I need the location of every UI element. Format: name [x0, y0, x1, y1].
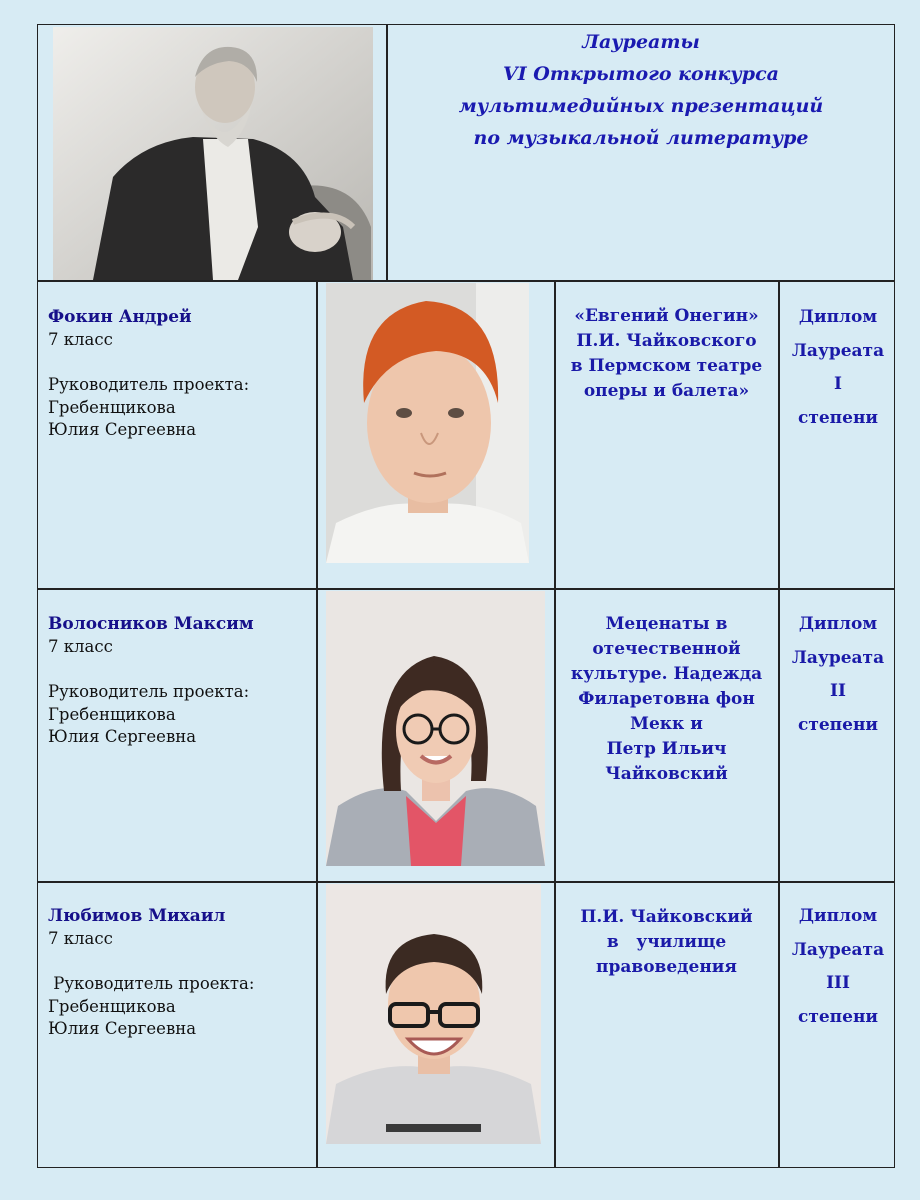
- student-photo: [326, 884, 541, 1144]
- page-title: [388, 26, 894, 154]
- project-line: Меценаты в: [605, 614, 728, 634]
- project-line: в училище: [606, 932, 727, 952]
- award-line: Лауреата: [791, 939, 885, 960]
- title-line: VI Открытого конкурса: [503, 63, 779, 85]
- title-line: по музыкальной литературе: [473, 127, 809, 149]
- award-line: Лауреата: [791, 340, 885, 361]
- title-line: мультимедийных презентаций: [458, 95, 824, 117]
- divider: [316, 280, 318, 1168]
- divider: [37, 588, 895, 590]
- award-line: Лауреата: [791, 647, 885, 668]
- supervisor-label: Руководитель проекта:: [48, 682, 250, 701]
- award-line: Диплом: [798, 307, 878, 327]
- student-info: [48, 306, 313, 442]
- supervisor-given-name: Юлия Сергеевна: [48, 420, 197, 439]
- student-grade: 7 класс: [48, 329, 113, 349]
- project-line: оперы и балета»: [583, 381, 750, 401]
- supervisor-given-name: Юлия Сергеевна: [48, 1019, 197, 1038]
- award-line: степени: [797, 1006, 878, 1027]
- project-line: Петр Ильич: [606, 739, 727, 759]
- supervisor-label: Руководитель проекта:: [48, 375, 250, 394]
- divider: [37, 881, 895, 883]
- award-line: степени: [797, 714, 878, 735]
- divider: [37, 280, 895, 282]
- project-line: П.И. Чайковского: [576, 331, 757, 351]
- award: [783, 608, 893, 742]
- student-name: Волосников Максим: [48, 614, 254, 634]
- project-title: [560, 612, 773, 787]
- project-line: П.И. Чайковский: [580, 907, 753, 927]
- award-line: I: [834, 374, 842, 394]
- award: [783, 900, 893, 1034]
- student-grade: 7 класс: [48, 928, 113, 948]
- supervisor-surname: Гребенщикова: [48, 397, 176, 417]
- title-line: Лауреаты: [582, 31, 700, 53]
- supervisor-given-name: Юлия Сергеевна: [48, 727, 197, 746]
- project-line: в Пермском театре: [570, 356, 763, 376]
- supervisor-surname: Гребенщикова: [48, 704, 176, 724]
- project-line: культуре. Надежда: [570, 664, 763, 684]
- award-line: II: [830, 681, 846, 701]
- student-photo: [326, 591, 545, 866]
- student-grade: 7 класс: [48, 636, 113, 656]
- student-photo: [326, 283, 529, 563]
- project-title: [560, 905, 773, 980]
- composer-portrait: [53, 27, 373, 280]
- project-line: Мекк и: [630, 714, 703, 734]
- award-line: Диплом: [798, 614, 878, 634]
- award-line: степени: [797, 407, 878, 428]
- project-line: «Евгений Онегин»: [574, 306, 759, 326]
- project-line: Чайковский: [605, 764, 728, 784]
- student-info: [48, 613, 313, 749]
- project-line: отечественной: [592, 639, 741, 659]
- project-line: Филаретовна фон: [578, 689, 755, 709]
- award: [783, 301, 893, 435]
- supervisor-surname: Гребенщикова: [48, 996, 176, 1016]
- divider: [778, 280, 780, 1168]
- award-line: Диплом: [798, 906, 878, 926]
- supervisor-label: Руководитель проекта:: [48, 974, 255, 993]
- project-line: правоведения: [596, 957, 737, 977]
- student-name: Любимов Михаил: [48, 906, 226, 926]
- divider: [554, 280, 556, 1168]
- award-line: III: [826, 973, 850, 993]
- student-name: Фокин Андрей: [48, 307, 192, 327]
- student-info: [48, 905, 313, 1041]
- project-title: [560, 304, 773, 404]
